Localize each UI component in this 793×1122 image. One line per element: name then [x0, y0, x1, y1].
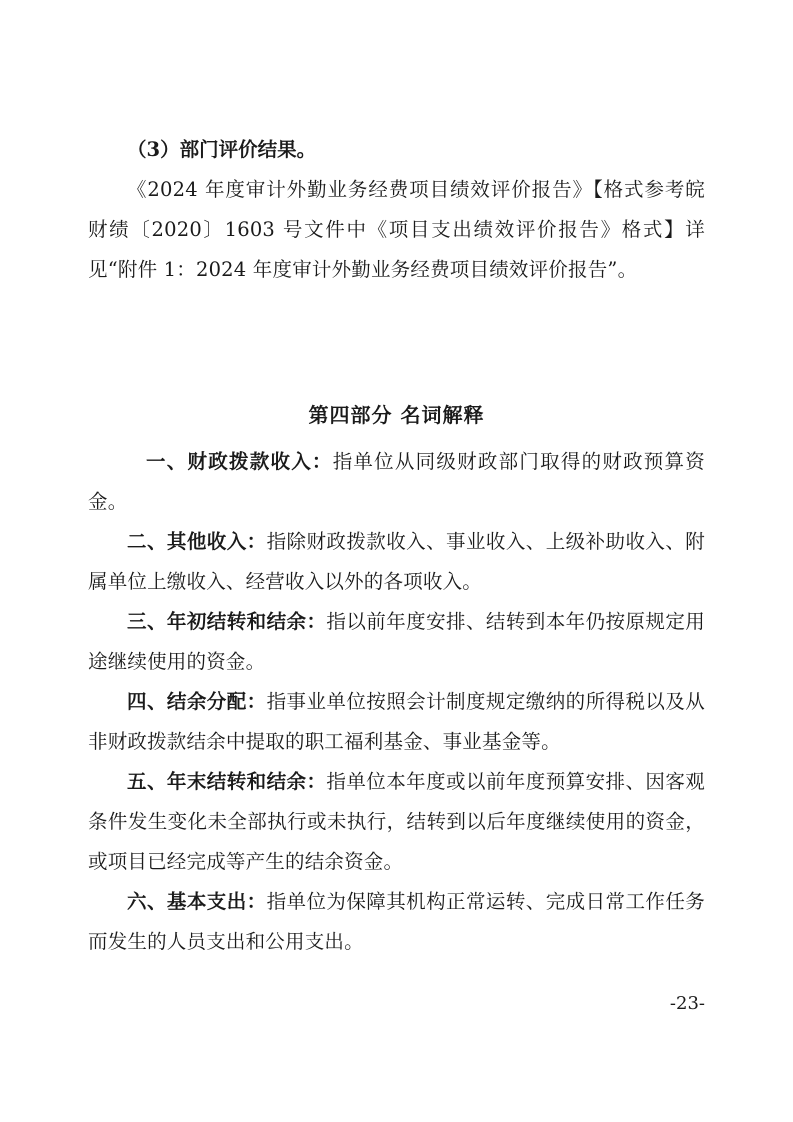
glossary-definition-2: 指除财政拨款收入、事业收入、上级补助收入、附属单位上缴收入、经营收入以外的各项收入。: [88, 530, 705, 593]
glossary-item-3: [88, 602, 705, 682]
glossary-item-5: [88, 762, 705, 882]
glossary-term-4: 四、结余分配：: [127, 690, 267, 713]
glossary-definition-6: 指单位为保障其机构正常运转、完成日常工作任务而发生的人员支出和公用支出。: [88, 890, 705, 953]
glossary-term-2: 二、其他收入：: [127, 530, 267, 553]
glossary-item-2: [88, 522, 705, 602]
glossary-term-3: 三、年初结转和结余：: [127, 610, 327, 633]
glossary-definition-5: 指单位本年度或以前年度预算安排、因客观条件发生变化未全部执行或未执行，结转到以后年度继续使用的资金，或项目已经完成等产生的结余资金。: [88, 770, 705, 873]
page-number: -23-: [669, 993, 705, 1014]
glossary-term-1: 一、财政拨款收入：: [146, 450, 333, 473]
glossary-definition-3: 指以前年度安排、结转到本年仍按原规定用途继续使用的资金。: [88, 610, 705, 673]
glossary-item-6: [88, 882, 705, 962]
glossary-definition-4: 指事业单位按照会计制度规定缴纳的所得税以及从非财政拨款结余中提取的职工福利基金、事业基金等。: [88, 690, 705, 753]
glossary-term-5: 五、年末结转和结余：: [127, 770, 327, 793]
glossary-definition-1: 指单位从同级财政部门取得的财政预算资金。: [88, 450, 705, 513]
glossary-item-1: [88, 442, 705, 522]
subsection-heading-department-evaluation-results: （3）部门评价结果。: [127, 138, 317, 161]
document-body: [88, 130, 705, 962]
title-spacer: [88, 432, 705, 442]
section-title-part-four-glossary: 第四部分 名词解释: [308, 403, 485, 427]
vertical-spacer: [88, 290, 705, 398]
glossary-term-6: 六、基本支出：: [127, 890, 267, 913]
glossary-item-4: [88, 682, 705, 762]
paragraph-evaluation-report-reference: 《2024 年度审计外勤业务经费项目绩效评价报告》【格式参考皖财绩〔2020〕1603 号文件中《项目支出绩效评价报告》格式】详见“附件 1：2024 年度审计外勤业务经费项目绩效评价报告”。: [88, 178, 705, 281]
